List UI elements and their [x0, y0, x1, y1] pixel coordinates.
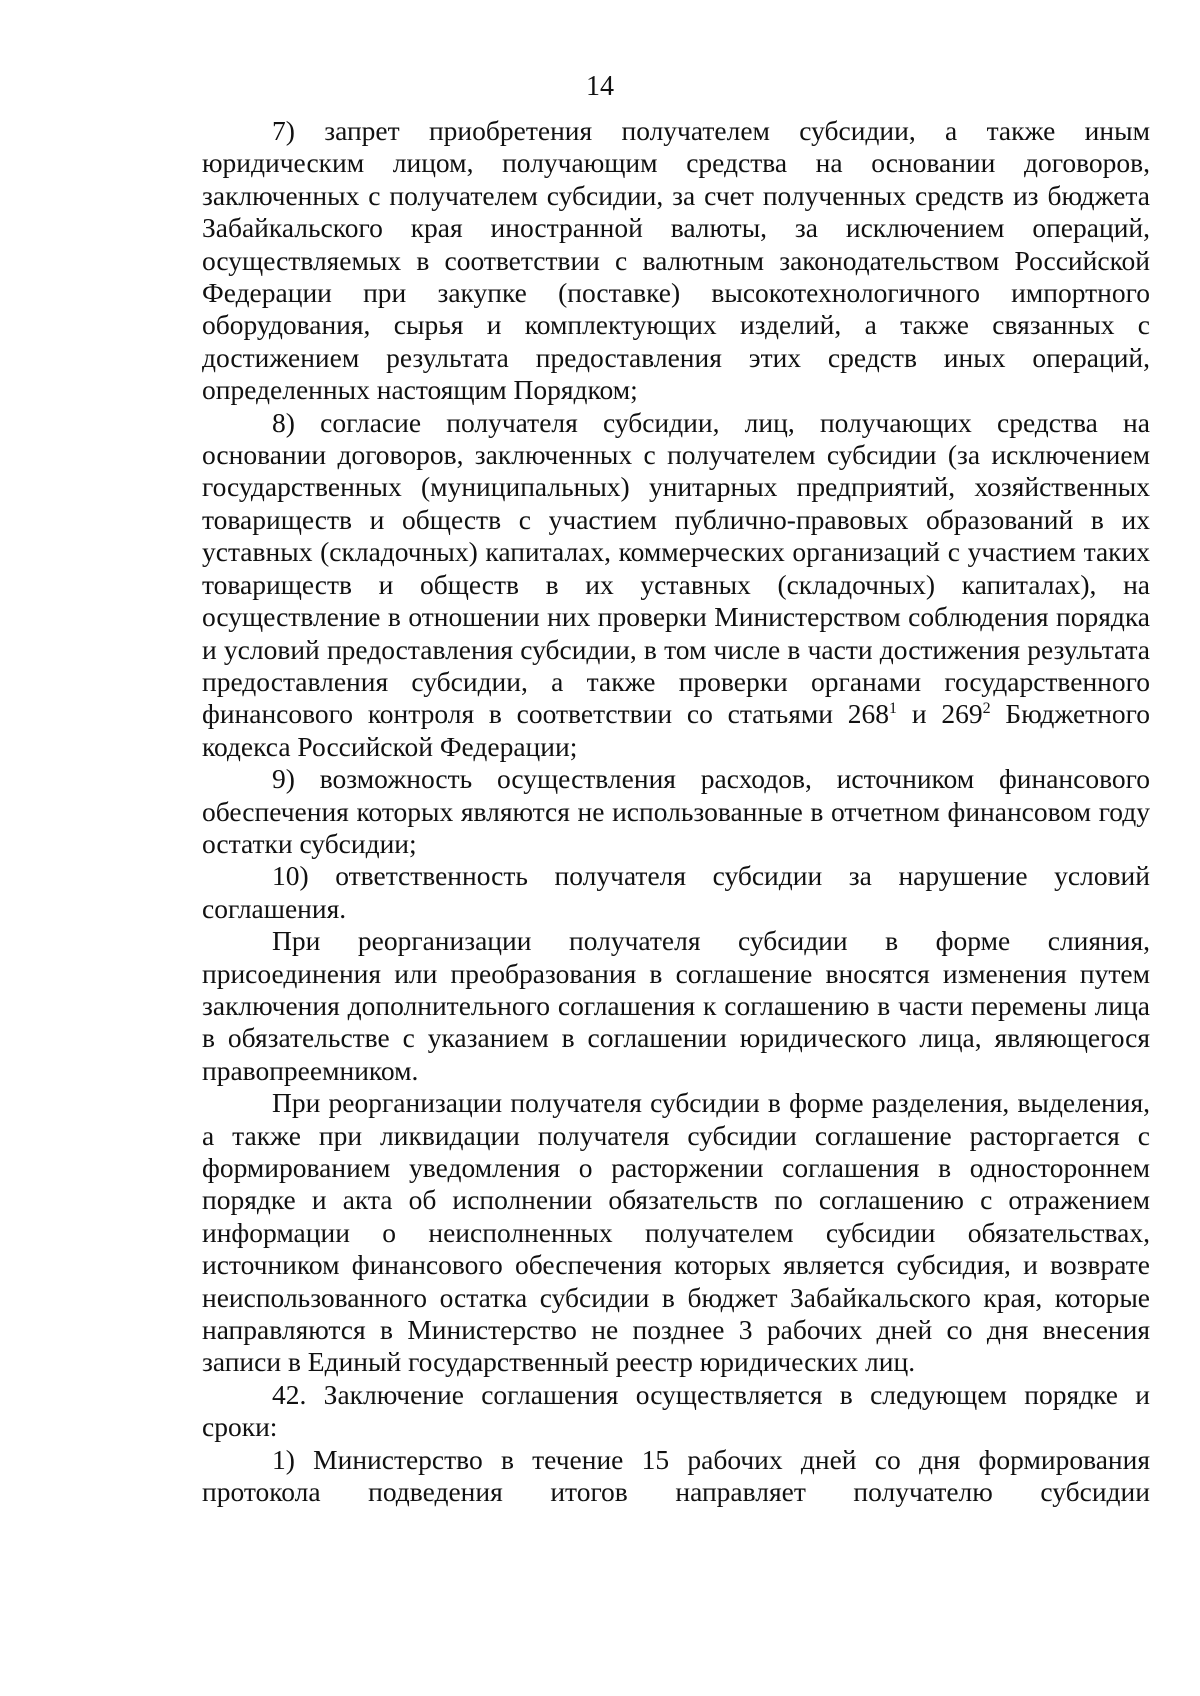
paragraph-item-8-end: Бюджетного кодекса Российской Федерации;	[202, 698, 1151, 762]
page-number: 14	[586, 71, 614, 102]
paragraph-item-8	[202, 407, 1150, 763]
paragraph-clause-42: 42. Заключение соглашения осуществляется в следующем порядке и сроки:	[202, 1378, 1150, 1443]
document-body	[202, 115, 1150, 1508]
paragraph-reorganization-split: При реорганизации получателя субсидии в форме разделения, выделения, а также при ликвидации получателя субсидии соглашение расторгается с формированием уведомления о расторжении соглашения в одностороннем порядке и акта об исполнении обязательств по соглашению с отражением информации о неисполненных получателем субсидии обязательствах, источником финансового обеспечения которых является субсидия, и возврате неиспользованного остатка субсидии в бюджет Забайкальского края, которые направляются в Министерство не позднее 3 рабочих дней со дня внесения записи в Единый государственный реестр юридических лиц.	[202, 1087, 1150, 1378]
paragraph-item-9: 9) возможность осуществления расходов, источником финансового обеспечения которых являются не использованные в отчетном финансовом году остатки субсидии;	[202, 763, 1150, 859]
paragraph-reorganization-merge: При реорганизации получателя субсидии в форме слияния, присоединения или преобразования в соглашение вносятся изменения путем заключения дополнительного соглашения к соглашению в части перемены лица в обязательстве с указанием в соглашении юридического лица, являющегося правопреемником.	[202, 925, 1150, 1086]
paragraph-item-10: 10) ответственность получателя субсидии за нарушение условий соглашения.	[202, 860, 1150, 924]
paragraph-clause-42-item-1: 1) Министерство в течение 15 рабочих дней со дня формирования протокола подведения итогов направляет получателю субсидии	[202, 1443, 1150, 1508]
paragraph-item-8-text: 8) согласие получателя субсидии, лиц, получающих средства на основании договоров, заключенных с получателем субсидии (за исключением государственных (муниципальных) унитарных предприятий, хозяйственных товариществ и обществ с участием публично-правовых образований в их уставных (складочных) капиталах, коммерческих организаций с участием таких товариществ и обществ в их уставных (складочных) капиталах), на осуществление в отношении них проверки Министерством соблюдения порядка и условий предоставления субсидии, в том числе в части достижения результата предоставления субсидии, а также проверки органами государственного финансового контроля в соответствии со статьями 268	[202, 406, 1150, 730]
paragraph-item-8-mid: и 269	[897, 698, 983, 730]
paragraph-item-7: 7) запрет приобретения получателем субсидии, а также иным юридическим лицом, получающим средства на основании договоров, заключенных с получателем субсидии, за счет полученных средств из бюджета Забайкальского края иностранной валюты, за исключением операций, осуществляемых в соответствии с валютным законодательством Российской Федерации при закупке (поставке) высокотехнологичного импортного оборудования, сырья и комплектующих изделий, а также связанных с достижением результата предоставления этих средств иных операций, определенных настоящим Порядком;	[202, 115, 1150, 406]
superscript-2: 2	[982, 700, 991, 718]
superscript-1: 1	[889, 700, 898, 718]
